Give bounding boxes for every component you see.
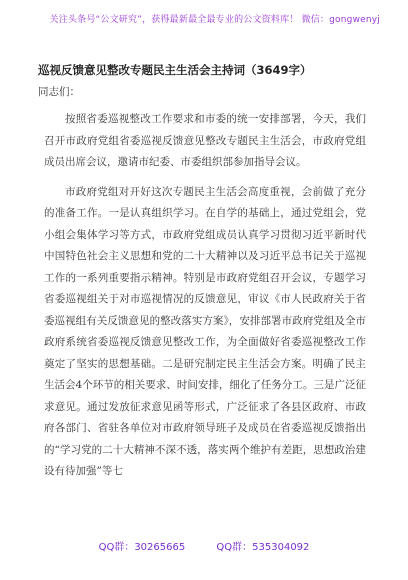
header-banner: 关注头条号“公文研究”，获得最新最全最专业的公文资料库！ 微信：gongwenyj [49, 15, 380, 25]
footer-qq-group-1: QQ群：30265665 [98, 542, 186, 553]
footer [0, 538, 408, 553]
document-body [38, 62, 366, 491]
greeting: 同志们： [38, 86, 80, 98]
paragraph-1: 按照省委巡视整改工作要求和市委的统一安排部署，今天，我们召开市政府党组省委巡视反馈意见整改专题民主生活会，市政府党组成员出席会议，邀请市纪委、市委组织部参加指导会议。 [44, 113, 366, 168]
paragraph-2: 市政府党组对开好这次专题民主生活会高度重视，会前做了充分的准备工作。一是认真组织学习。在自学的基础上，通过党组会，党小组会集体学习等方式，市政府党组成员认真学习贯彻习近平新时代中国特色社会主义思想和党的二十大精神以及习近平总书记关于巡视工作的一系列重要指示精神。特别是市政府党组召开会议，专题学习省委巡视组关于对市巡视情况的反馈意见，审议《市人民政府关于省委巡视组有关反馈意见的整改落实方案》，安排部署市政府党组及全市政府系统省委巡视反馈意见整改工作，为全面做好省委巡视整改工作奠定了坚实的思想基础。二是研究制定民主生活会方案。明确了民主生活会4个环节的相关要求、时间安排，细化了任务分工。三是广泛征求意见。通过发放征求意见函等形式，广泛征求了各县区政府、市政府各部门、省驻各单位对市政府领导班子及成员在省委巡视反馈指出的“学习党的二十大精神不深不透，落实两个维护有差距，思想政治建设有待加强”等七 [44, 185, 366, 477]
document-title: 巡视反馈意见整改专题民主生活会主持词（3649字） [38, 63, 312, 77]
footer-qq-group-2: QQ群：535304092 [216, 542, 310, 553]
